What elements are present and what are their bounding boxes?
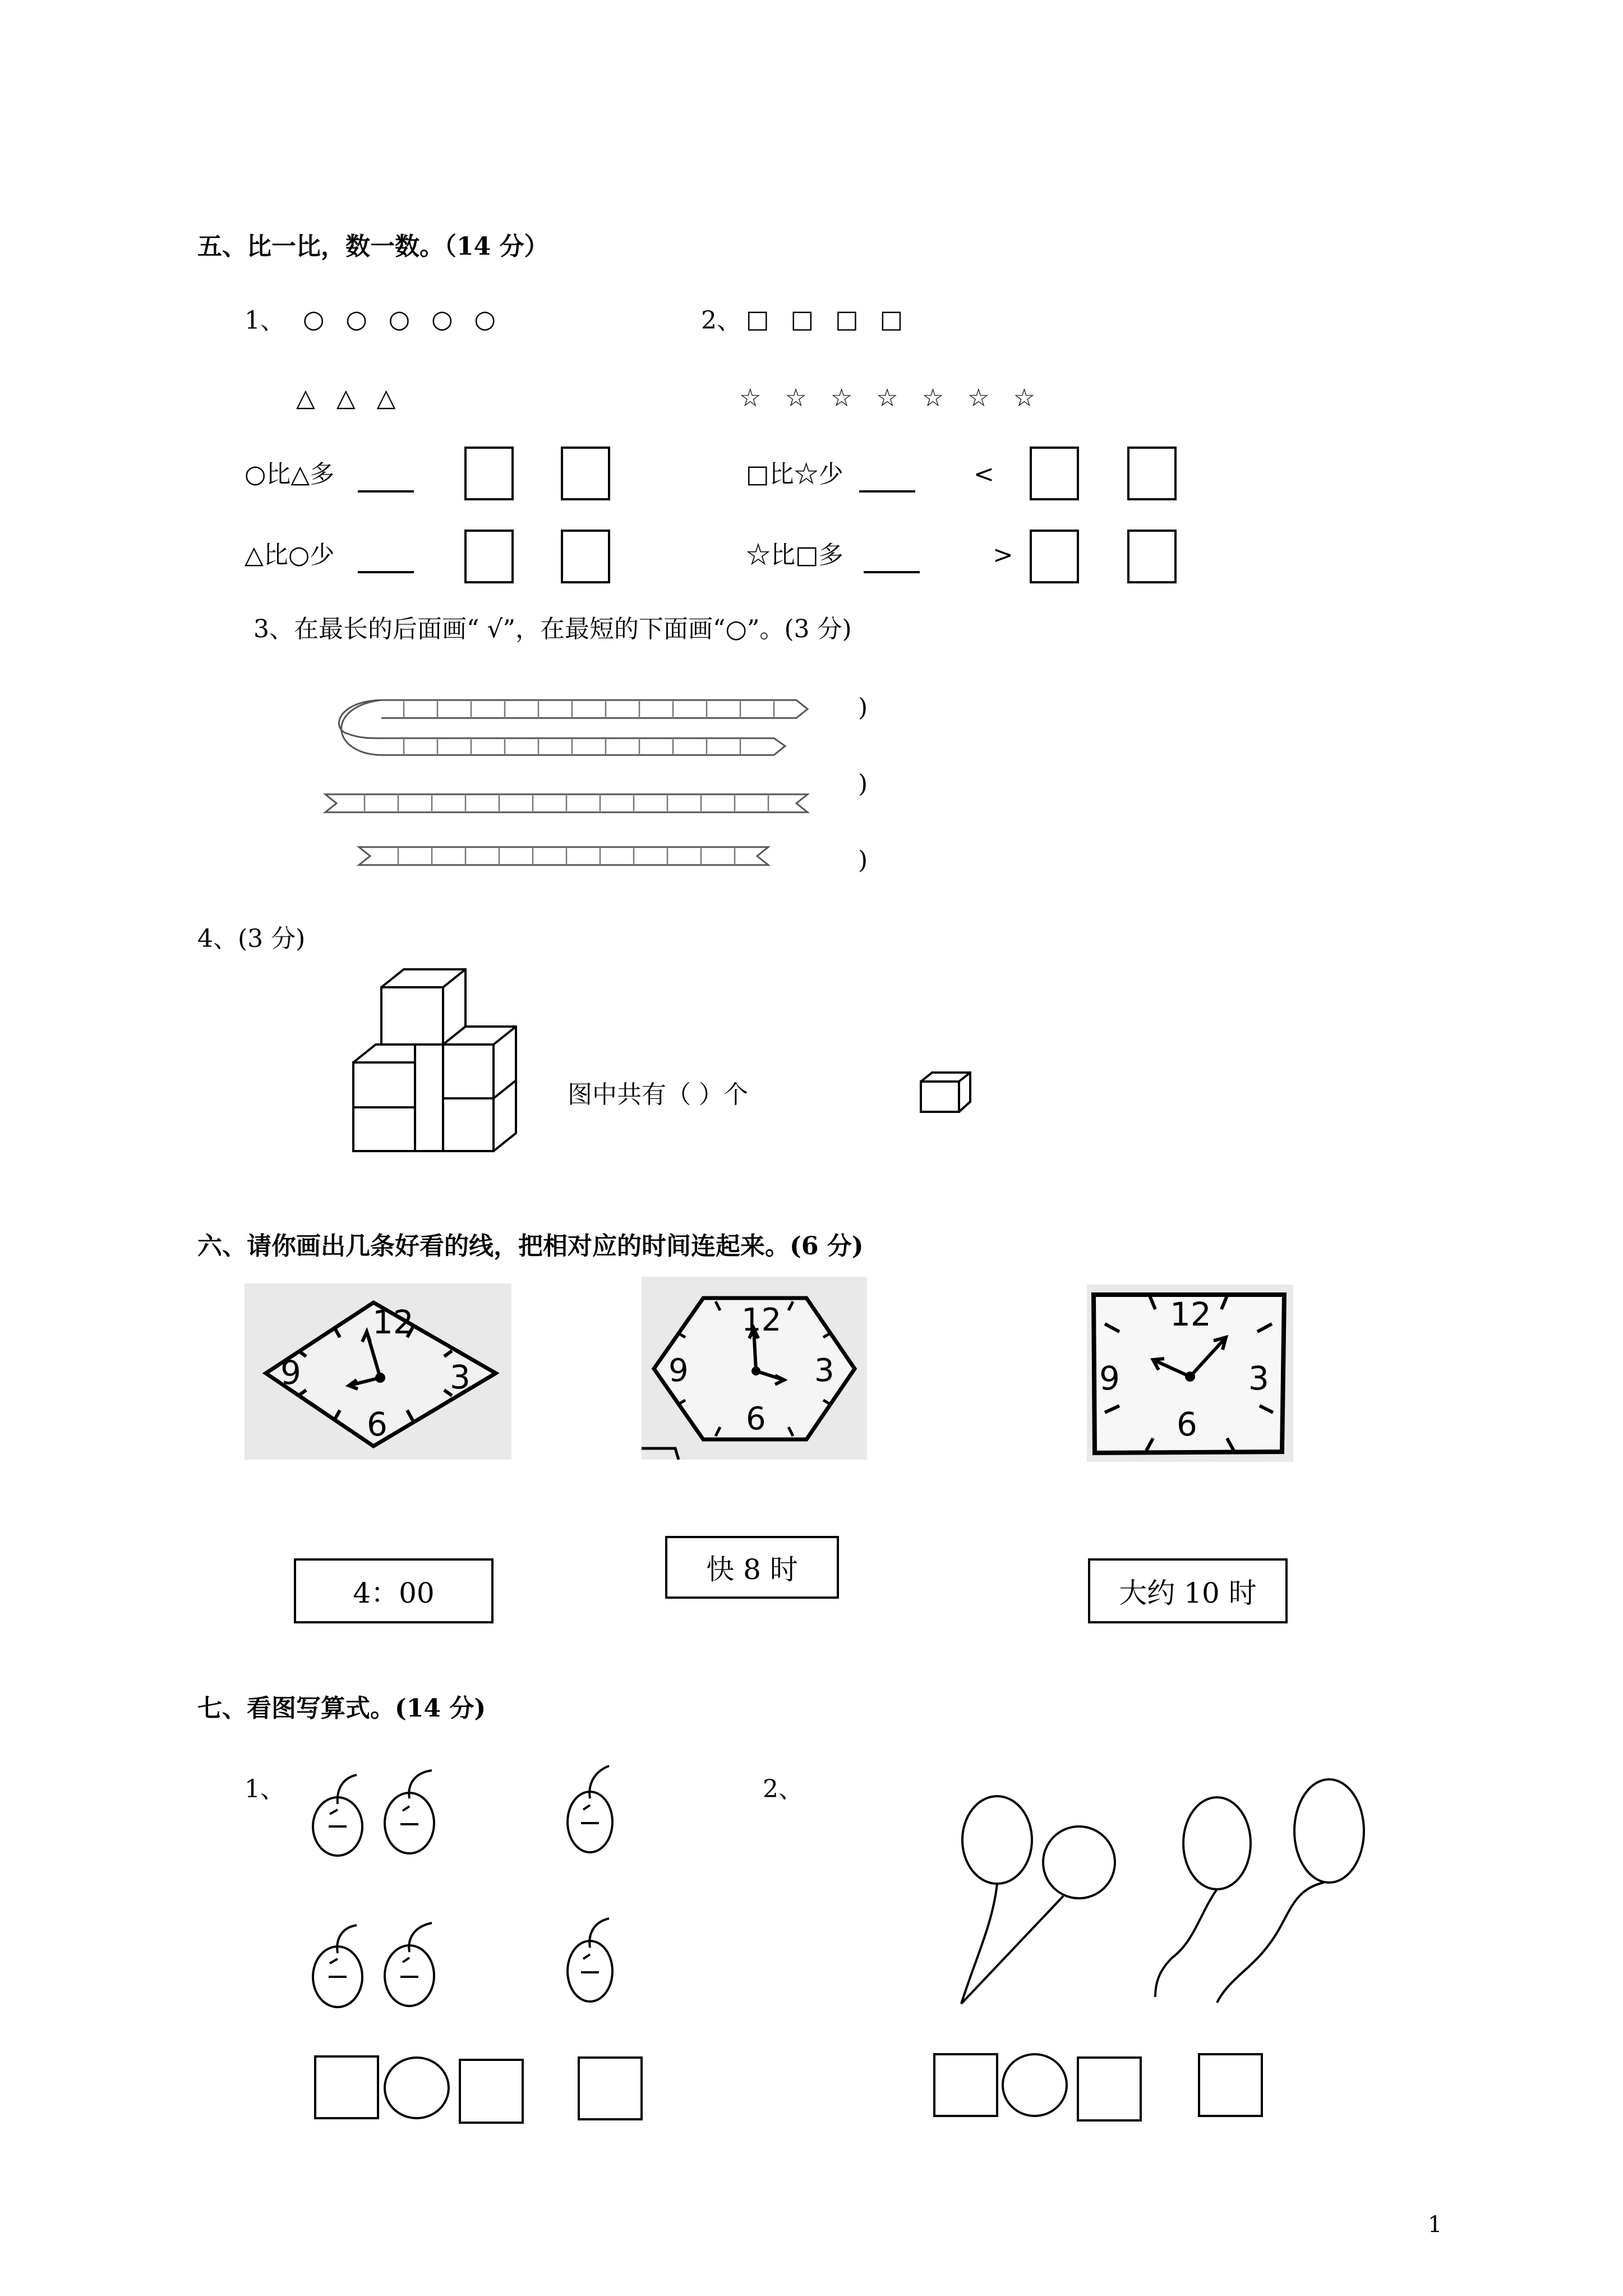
answer-box[interactable] — [561, 447, 610, 500]
answer-box[interactable] — [464, 447, 514, 500]
clock-numeral-3: 3 — [1248, 1359, 1269, 1397]
q2-compare-less: □比☆少 — [746, 460, 843, 489]
clock-numeral-6: 6 — [1177, 1405, 1197, 1443]
section7-title: 七、看图写算式。(14 分) — [197, 1694, 486, 1723]
answer-box[interactable] — [1077, 2056, 1142, 2122]
q2-compare-more: ☆比□多 — [746, 541, 843, 569]
operator-circle[interactable] — [1002, 2053, 1068, 2117]
q2-label: 2、 — [763, 1775, 803, 1803]
q3-instruction: 3、在最长的后面画“ √”，在最短的下面画“○”。(3 分) — [253, 615, 852, 643]
clock-numeral-6: 6 — [367, 1405, 388, 1443]
clock-numeral-3: 3 — [814, 1352, 834, 1389]
answer-box[interactable] — [1127, 447, 1177, 500]
clock-numeral-9: 9 — [280, 1354, 301, 1392]
q1-label: 1、 — [245, 306, 285, 335]
clock-numeral-12: 12 — [1170, 1295, 1211, 1333]
clock-numeral-6: 6 — [746, 1401, 766, 1437]
cherries-illustration — [303, 1756, 639, 2070]
answer-box[interactable] — [459, 2059, 524, 2124]
time-label-8-oclock[interactable]: 快 8 时 — [665, 1536, 839, 1599]
clock-numeral-3: 3 — [450, 1358, 471, 1396]
q2-label: 2、 — [701, 306, 741, 335]
answer-blank[interactable] — [859, 490, 915, 493]
q4-label: 4、(3 分) — [197, 924, 306, 953]
q1-triangles-row: △ △ △ — [296, 384, 403, 412]
section5-title: 五、比一比，数一数。（14 分） — [197, 232, 549, 261]
diamond-clock-photo — [245, 1283, 511, 1460]
square-clock-photo — [1087, 1285, 1293, 1462]
answer-box[interactable] — [578, 2056, 643, 2120]
answer-paren[interactable]: ) — [858, 770, 868, 798]
answer-blank[interactable] — [864, 571, 920, 573]
section6-title: 六、请你画出几条好看的线，把相对应的时间连起来。(6 分) — [197, 1232, 864, 1260]
answer-box[interactable] — [1030, 530, 1079, 583]
hexagon-clock-photo — [642, 1277, 867, 1460]
q4-question-text: 图中共有（ ）个 — [568, 1080, 748, 1109]
q1-compare-less: △比○少 — [245, 541, 335, 569]
answer-paren[interactable]: ) — [858, 846, 868, 875]
page-number: 1 — [1428, 2212, 1442, 2238]
balloons-illustration — [931, 1778, 1380, 2025]
q1-compare-more: ○比△多 — [245, 460, 335, 489]
q1-label: 1、 — [245, 1775, 285, 1803]
time-label-10-oclock[interactable]: 大约 10 时 — [1088, 1558, 1288, 1623]
answer-box[interactable] — [1127, 530, 1177, 583]
answer-blank[interactable] — [358, 490, 414, 493]
clock-numeral-9: 9 — [1099, 1359, 1120, 1397]
q2-squares-row: □ □ □ □ — [746, 305, 910, 334]
q1-circles-row: ○ ○ ○ ○ ○ — [303, 305, 502, 334]
answer-box[interactable] — [464, 530, 514, 583]
answer-blank[interactable] — [358, 571, 414, 573]
clock-numeral-12: 12 — [741, 1302, 782, 1338]
operator-circle[interactable] — [384, 2056, 450, 2119]
caterpillar-ropes-illustration — [314, 684, 819, 886]
q2-stars-row: ☆ ☆ ☆ ☆ ☆ ☆ ☆ — [739, 384, 1044, 412]
answer-box[interactable] — [1198, 2053, 1263, 2117]
clock-numeral-12: 12 — [372, 1303, 414, 1341]
answer-box[interactable] — [314, 2055, 379, 2119]
clock-numeral-9: 9 — [668, 1352, 689, 1389]
stacked-cubes-illustration — [348, 965, 527, 1167]
cube-icon — [917, 1069, 974, 1116]
greater-than-sign: > — [993, 541, 1013, 569]
answer-box[interactable] — [561, 530, 610, 583]
answer-box[interactable] — [1030, 447, 1079, 500]
answer-paren[interactable]: ) — [858, 693, 868, 722]
time-label-4-00[interactable]: 4：00 — [294, 1558, 494, 1623]
answer-box[interactable] — [933, 2053, 998, 2117]
less-than-sign: < — [974, 460, 994, 489]
